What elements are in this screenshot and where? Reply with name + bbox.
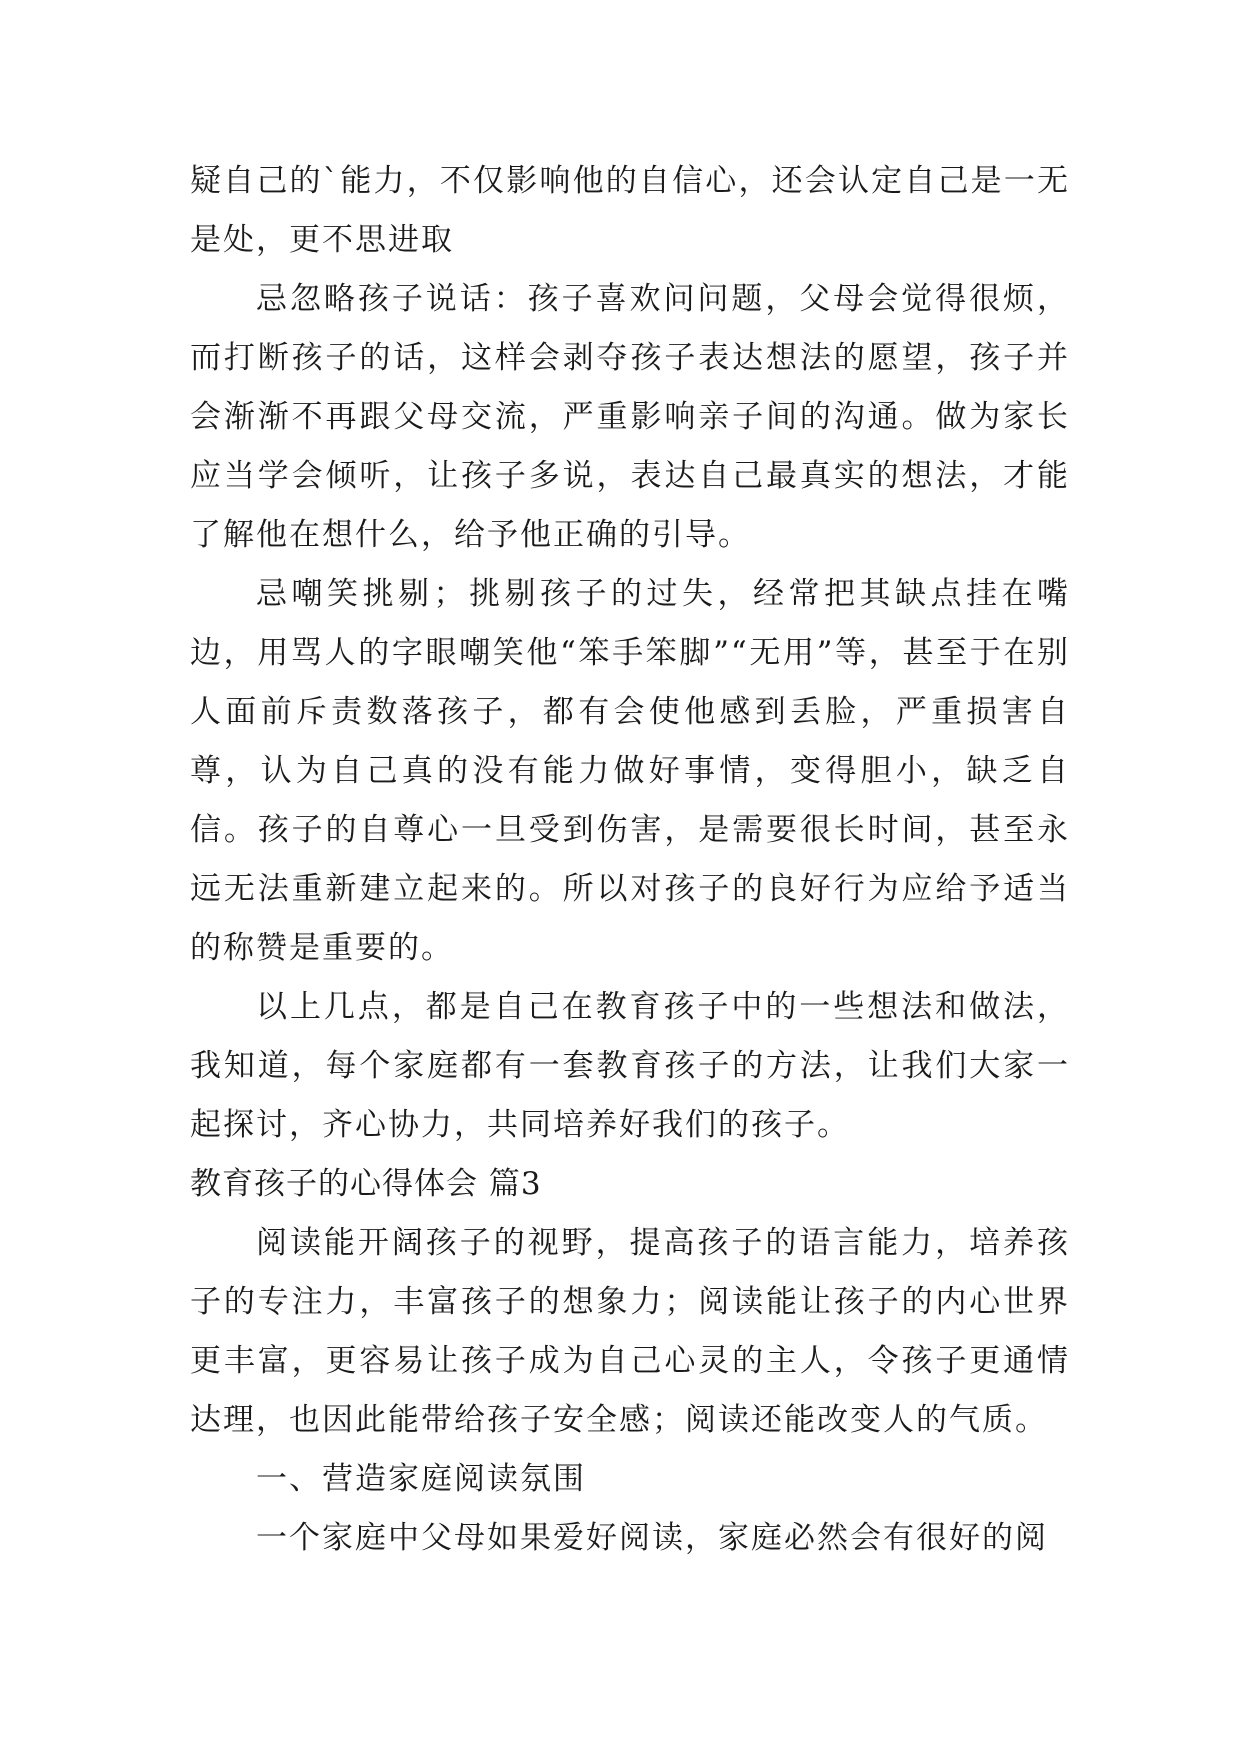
subheading-reading-atmosphere: 一、营造家庭阅读氛围 <box>256 1461 586 1497</box>
paragraph-summary: 以上几点，都是自己在教育孩子中的一些想法和做法，我知道，每个家庭都有一套教育孩子的方法，让我们大家一起探讨，齐心协力，共同培养好我们的孩子。 <box>190 989 1070 1143</box>
paragraph-reading-benefits: 阅读能开阔孩子的视野，提高孩子的语言能力，培养孩子的专注力，丰富孩子的想象力；阅读能让孩子的内心世界更丰富，更容易让孩子成为自己心灵的主人，令孩子更通情达理，也因此能带给孩子安全感；阅读还能改变人的气质。 <box>190 1225 1070 1438</box>
paragraph-continuation: 疑自己的`能力，不仅影响他的自信心，还会认定自己是一无是处，更不思进取 <box>190 163 1070 258</box>
paragraph-family-reading: 一个家庭中父母如果爱好阅读，家庭必然会有很好的阅 <box>256 1520 1048 1556</box>
document-body <box>190 152 1070 1568</box>
paragraph-ignore-child-speech: 忌忽略孩子说话：孩子喜欢问问题，父母会觉得很烦，而打断孩子的话，这样会剥夺孩子表达想法的愿望，孩子并会渐渐不再跟父母交流，严重影响亲子间的沟通。做为家长应当学会倾听，让孩子多说，表达自己最真实的想法，才能了解他在想什么，给予他正确的引导。 <box>190 281 1070 553</box>
section-heading: 教育孩子的心得体会 篇3 <box>190 1166 542 1202</box>
paragraph-ignore-mockery: 忌嘲笑挑剔；挑剔孩子的过失，经常把其缺点挂在嘴边，用骂人的字眼嘲笑他“笨手笨脚”“无用”等，甚至于在别人面前斥责数落孩子，都有会使他感到丢脸，严重损害自尊，认为自己真的没有能力做好事情，变得胆小，缺乏自信。孩子的自尊心一旦受到伤害，是需要很长时间，甚至永远无法重新建立起来的。所以对孩子的良好行为应给予适当的称赞是重要的。 <box>190 576 1070 966</box>
